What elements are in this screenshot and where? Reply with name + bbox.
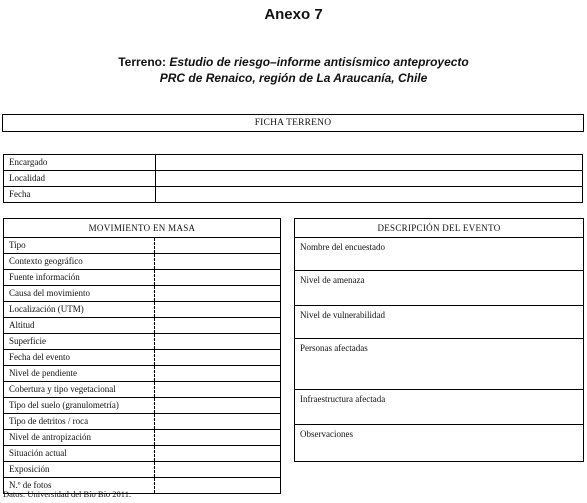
movimiento-field-value[interactable] bbox=[155, 350, 281, 366]
movimiento-field-value[interactable] bbox=[155, 238, 281, 254]
movimiento-field-value[interactable] bbox=[155, 302, 281, 318]
movimiento-field-label: Exposición bbox=[4, 462, 155, 478]
table-row bbox=[4, 462, 281, 478]
movimiento-field-value[interactable] bbox=[155, 446, 281, 462]
movimiento-field-label: Fuente información bbox=[4, 270, 155, 286]
movimiento-field-label: Altitud bbox=[4, 318, 155, 334]
movimiento-field-label: Tipo bbox=[4, 238, 155, 254]
movimiento-field-value[interactable] bbox=[155, 478, 281, 494]
table-row bbox=[295, 271, 584, 306]
movimiento-field-value[interactable] bbox=[155, 366, 281, 382]
subtitle-italic-2: PRC de Renaico, región de La Araucanía, Chile bbox=[159, 71, 428, 85]
movimiento-field-label: Situación actual bbox=[4, 446, 155, 462]
movimiento-en-masa-table bbox=[3, 218, 281, 494]
table-row bbox=[295, 425, 584, 462]
movimiento-field-value[interactable] bbox=[155, 398, 281, 414]
table-row bbox=[4, 334, 281, 350]
subtitle-italic-1: Estudio de riesgo–informe antisísmico anteproyecto bbox=[169, 55, 469, 69]
movimiento-field-label: Tipo del suelo (granulometría) bbox=[4, 398, 155, 414]
movimiento-field-label: Contexto geográfico bbox=[4, 254, 155, 270]
movimiento-field-value[interactable] bbox=[155, 382, 281, 398]
table-row bbox=[4, 286, 281, 302]
field-value-fecha[interactable] bbox=[156, 187, 583, 203]
table-row bbox=[4, 155, 583, 171]
movimiento-field-label: Localización (UTM) bbox=[4, 302, 155, 318]
descripcion-header: DESCRIPCIÓN DEL EVENTO bbox=[295, 219, 584, 238]
movimiento-field-value[interactable] bbox=[155, 414, 281, 430]
table-row bbox=[4, 366, 281, 382]
table-row bbox=[4, 187, 583, 203]
table-row bbox=[4, 430, 281, 446]
movimiento-field-label: Superficie bbox=[4, 334, 155, 350]
table-row bbox=[4, 398, 281, 414]
descripcion-evento-table bbox=[294, 218, 584, 462]
movimiento-field-label: Causa del movimiento bbox=[4, 286, 155, 302]
table-row bbox=[4, 238, 281, 254]
general-info-table bbox=[3, 154, 583, 203]
movimiento-field-value[interactable] bbox=[155, 318, 281, 334]
descripcion-field[interactable]: Nivel de amenaza bbox=[295, 271, 584, 306]
descripcion-field[interactable]: Infraestructura afectada bbox=[295, 390, 584, 425]
table-row bbox=[4, 171, 583, 187]
field-label-encargado: Encargado bbox=[4, 155, 156, 171]
subtitle-line-2 bbox=[0, 71, 587, 85]
subtitle-line-1 bbox=[0, 55, 587, 69]
table-row bbox=[4, 446, 281, 462]
table-row bbox=[295, 306, 584, 339]
table-row bbox=[295, 238, 584, 271]
descripcion-field[interactable]: Personas afectadas bbox=[295, 339, 584, 390]
table-row bbox=[4, 350, 281, 366]
table-row bbox=[295, 339, 584, 390]
field-label-localidad: Localidad bbox=[4, 171, 156, 187]
table-row bbox=[4, 382, 281, 398]
descripcion-field[interactable]: Nombre del encuestado bbox=[295, 238, 584, 271]
movimiento-field-label: Nivel de pendiente bbox=[4, 366, 155, 382]
ficha-terreno-header: FICHA TERRENO bbox=[2, 114, 584, 132]
table-row bbox=[4, 302, 281, 318]
movimiento-field-value[interactable] bbox=[155, 254, 281, 270]
movimiento-field-label: Cobertura y tipo vegetacional bbox=[4, 382, 155, 398]
table-row bbox=[4, 254, 281, 270]
source-note: Datos: Universidad del Bío Bío 2011. bbox=[3, 489, 132, 499]
annex-title: Anexo 7 bbox=[264, 6, 323, 23]
movimiento-field-value[interactable] bbox=[155, 334, 281, 350]
field-label-fecha: Fecha bbox=[4, 187, 156, 203]
movimiento-field-label: Tipo de detritos / roca bbox=[4, 414, 155, 430]
descripcion-field[interactable]: Observaciones bbox=[295, 425, 584, 462]
table-row bbox=[4, 270, 281, 286]
movimiento-field-value[interactable] bbox=[155, 270, 281, 286]
table-row bbox=[4, 318, 281, 334]
table-row bbox=[4, 414, 281, 430]
table-row bbox=[295, 390, 584, 425]
movimiento-header: MOVIMIENTO EN MASA bbox=[4, 219, 281, 238]
descripcion-field[interactable]: Nivel de vulnerabilidad bbox=[295, 306, 584, 339]
movimiento-field-value[interactable] bbox=[155, 462, 281, 478]
movimiento-field-label: Fecha del evento bbox=[4, 350, 155, 366]
subtitle-prefix: Terreno: bbox=[118, 55, 167, 69]
movimiento-field-value[interactable] bbox=[155, 286, 281, 302]
movimiento-field-label: N.º de fotos bbox=[4, 478, 155, 494]
movimiento-field-label: Nivel de antropización bbox=[4, 430, 155, 446]
field-value-encargado[interactable] bbox=[156, 155, 583, 171]
movimiento-field-value[interactable] bbox=[155, 430, 281, 446]
field-value-localidad[interactable] bbox=[156, 171, 583, 187]
